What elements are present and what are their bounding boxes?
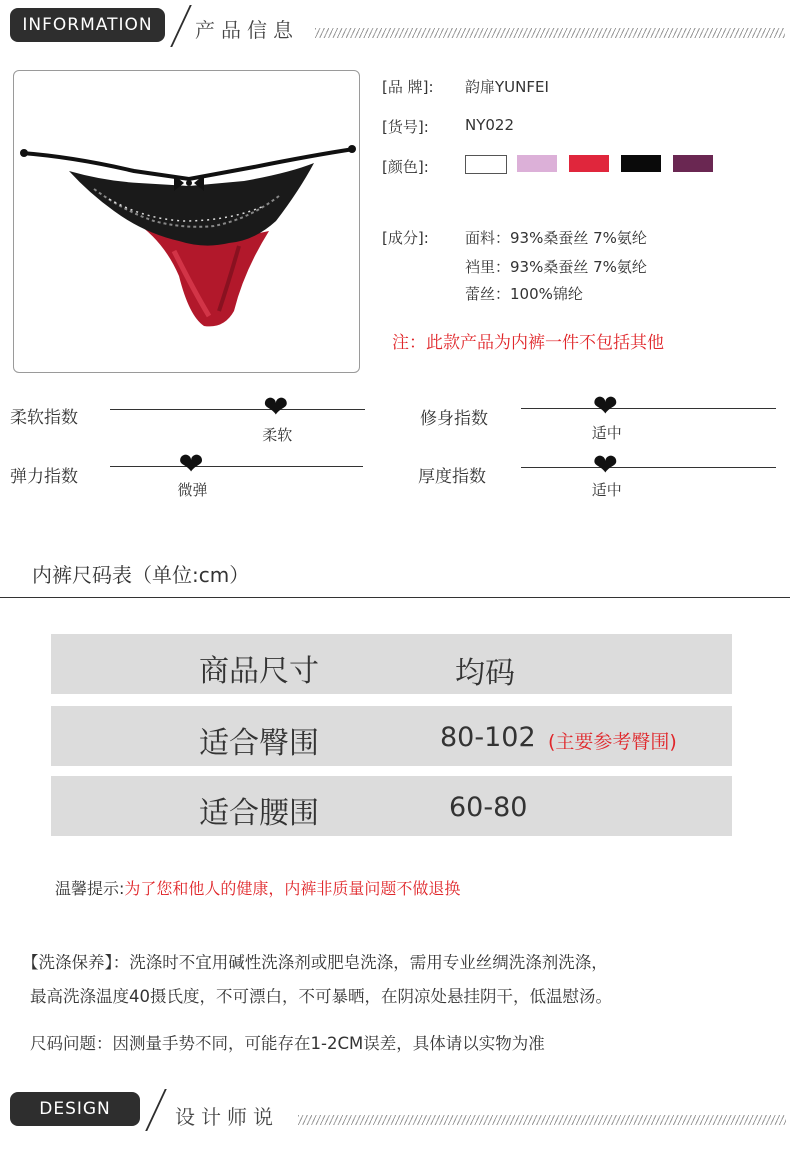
size-row-label: 适合腰围 [199,796,319,831]
composition-fabric: 面料：93%桑蚕丝 7%氨纶 [465,229,647,247]
information-header [10,8,790,42]
size-chart-title: 内裤尺码表（单位:cm） [32,563,250,587]
warm-tip [55,876,460,899]
warm-tip-prefix: 温馨提示: [55,879,125,898]
lace-panty-illustration [14,71,359,372]
index-label: 弹力指数 [10,467,78,487]
header-slash [170,5,192,47]
sku-value: NY022 [465,116,515,134]
composition-label: [成分]: [382,229,429,247]
information-subtitle: 产品信息 [195,18,299,42]
size-row-extra: (主要参考臀围) [548,731,677,753]
heart-marker-icon: ❤ [592,389,618,424]
size-row-value: 60-80 [449,792,528,823]
brand-value: 韵扉YUNFEI [465,78,549,96]
size-row-product [51,634,732,694]
composition-lace: 蕾丝：100%锦纶 [465,285,583,303]
header-hatch [315,28,785,38]
header-slash [145,1089,167,1131]
index-value: 适中 [591,424,622,442]
color-swatch[interactable] [517,155,557,172]
index-scale-line [521,467,776,468]
heart-marker-icon: ❤ [263,390,289,425]
index-value: 柔软 [262,426,293,444]
product-note: 注：此款产品为内裤一件不包括其他 [392,333,664,353]
size-row-label: 商品尺寸 [199,654,319,689]
index-label: 修身指数 [420,409,488,429]
care-line-2: 最高洗涤温度40摄氏度，不可漂白，不可暴晒，在阴凉处悬挂阴干，低温慰汤。 [30,987,612,1006]
composition-lining: 裆里：93%桑蚕丝 7%氨纶 [465,258,647,276]
color-swatch[interactable] [569,155,609,172]
color-swatch[interactable] [673,155,713,172]
header-hatch [298,1115,786,1125]
warm-tip-text: 为了您和他人的健康，内裤非质量问题不做退换 [124,879,461,898]
sku-label: [货号]: [382,118,429,136]
brand-label: [品 牌]: [382,78,434,96]
size-row-value: 均码 [455,656,515,691]
information-label: INFORMATION [10,8,165,42]
index-value: 微弹 [177,481,208,499]
size-chart-divider [0,597,790,598]
size-row-waist [51,776,732,836]
design-header [10,1092,790,1129]
product-image [13,70,360,373]
size-row-value: 80-102 [440,722,536,753]
index-value: 适中 [591,481,622,499]
size-issue: 尺码问题：因测量手势不同，可能存在1-2CM误差，具体请以实物为准 [30,1034,545,1053]
color-swatch[interactable] [621,155,661,172]
index-label: 厚度指数 [418,467,486,487]
color-swatch[interactable] [465,155,507,174]
design-subtitle: 设计师说 [175,1105,279,1129]
index-scale-line [521,408,776,409]
index-scale-line [110,409,365,410]
index-scale-line [110,466,363,467]
design-label: DESIGN [10,1092,140,1126]
size-row-hip [51,706,732,766]
size-row-label: 适合臀围 [199,726,319,761]
heart-marker-icon: ❤ [592,448,618,483]
color-label: [颜色]: [382,158,429,176]
index-label: 柔软指数 [10,408,78,428]
heart-marker-icon: ❤ [178,447,204,482]
care-line-1: 【洗涤保养】：洗涤时不宜用碱性洗涤剂或肥皂洗涤，需用专业丝绸洗涤剂洗涤， [22,953,608,972]
